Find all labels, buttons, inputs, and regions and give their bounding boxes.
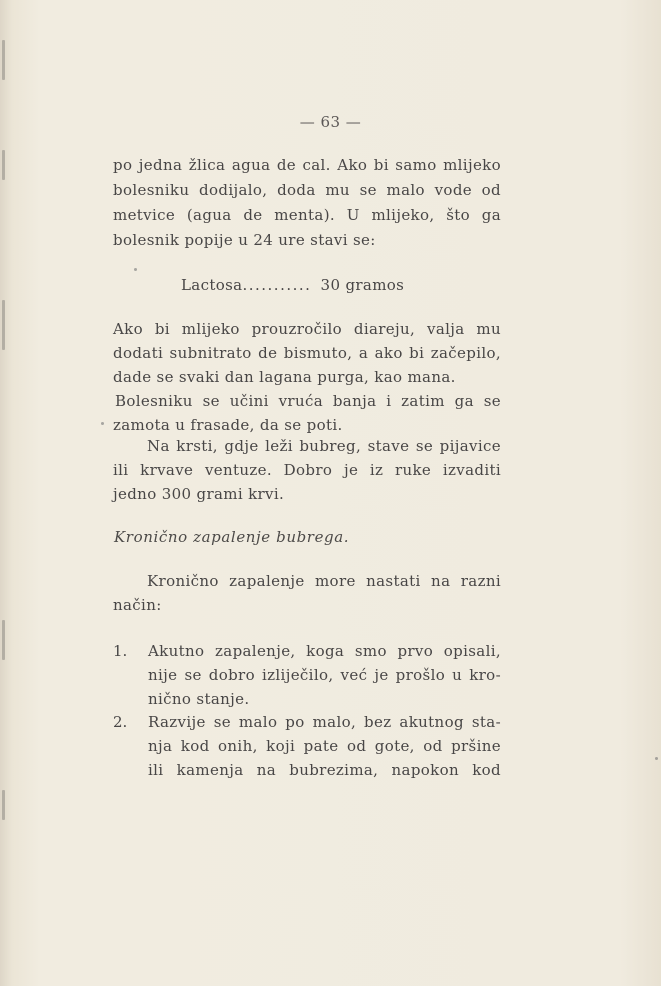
list-number: 1. bbox=[113, 642, 128, 660]
text-line: jedno 300 grami krvi. bbox=[113, 485, 285, 503]
text-line: Kronično zapalenje more nastati na razni bbox=[147, 572, 501, 590]
text-line: Razvije se malo po malo, bez akutnog sta- bbox=[148, 713, 501, 731]
text-line: nično stanje. bbox=[148, 690, 250, 708]
text-line: metvice (agua de menta). U mlijeko, što ga bbox=[113, 206, 501, 224]
text-line: po jedna žlica agua de cal. Ako bi samo mlijeko bbox=[113, 156, 501, 174]
text-line: zamota u frasade, da se poti. bbox=[113, 416, 343, 434]
text-line: Na krsti, gdje leži bubreg, stave se pijavice bbox=[147, 437, 501, 455]
text-line: nja kod onih, koji pate od gote, od pršine bbox=[148, 737, 501, 755]
paper-speck bbox=[655, 757, 658, 760]
text-line: ili kamenja na bubrezima, napokon kod bbox=[148, 761, 501, 779]
recipe-name: Lactosa bbox=[181, 276, 243, 294]
page-number: — 63 — bbox=[299, 113, 362, 131]
text-line: Ako bi mlijeko prouzročilo diareju, valja mu bbox=[113, 320, 501, 338]
binding-mark bbox=[2, 40, 5, 80]
section-heading: Kronično zapalenje bubrega. bbox=[114, 528, 350, 546]
paper-speck bbox=[101, 422, 104, 425]
text-line: ili krvave ventuze. Dobro je iz ruke izvaditi bbox=[113, 461, 501, 479]
text-line: dodati subnitrato de bismuto, a ako bi začepilo, bbox=[113, 344, 501, 362]
binding-mark bbox=[2, 300, 5, 350]
text-line: Bolesniku se učini vruća banja i zatim ga se bbox=[115, 392, 501, 410]
binding-mark bbox=[2, 790, 5, 820]
binding-mark bbox=[2, 150, 5, 180]
recipe-leader-dots: ........... bbox=[242, 276, 312, 294]
list-number: 2. bbox=[113, 713, 128, 731]
text-line: Akutno zapalenje, koga smo prvo opisali, bbox=[148, 642, 501, 660]
recipe-amount: 30 gramos bbox=[320, 276, 405, 294]
binding-mark bbox=[2, 620, 5, 660]
text-line: bolesnik popije u 24 ure stavi se: bbox=[113, 231, 376, 249]
recipe-line bbox=[181, 276, 404, 294]
text-line: bolesniku dodijalo, doda mu se malo vode od bbox=[113, 181, 501, 199]
text-line: način: bbox=[113, 596, 162, 614]
text-line: dade se svaki dan lagana purga, kao mana. bbox=[113, 368, 456, 386]
paper-speck bbox=[134, 268, 137, 271]
text-line: nije se dobro izliječilo, već je prošlo u kro- bbox=[148, 666, 501, 684]
